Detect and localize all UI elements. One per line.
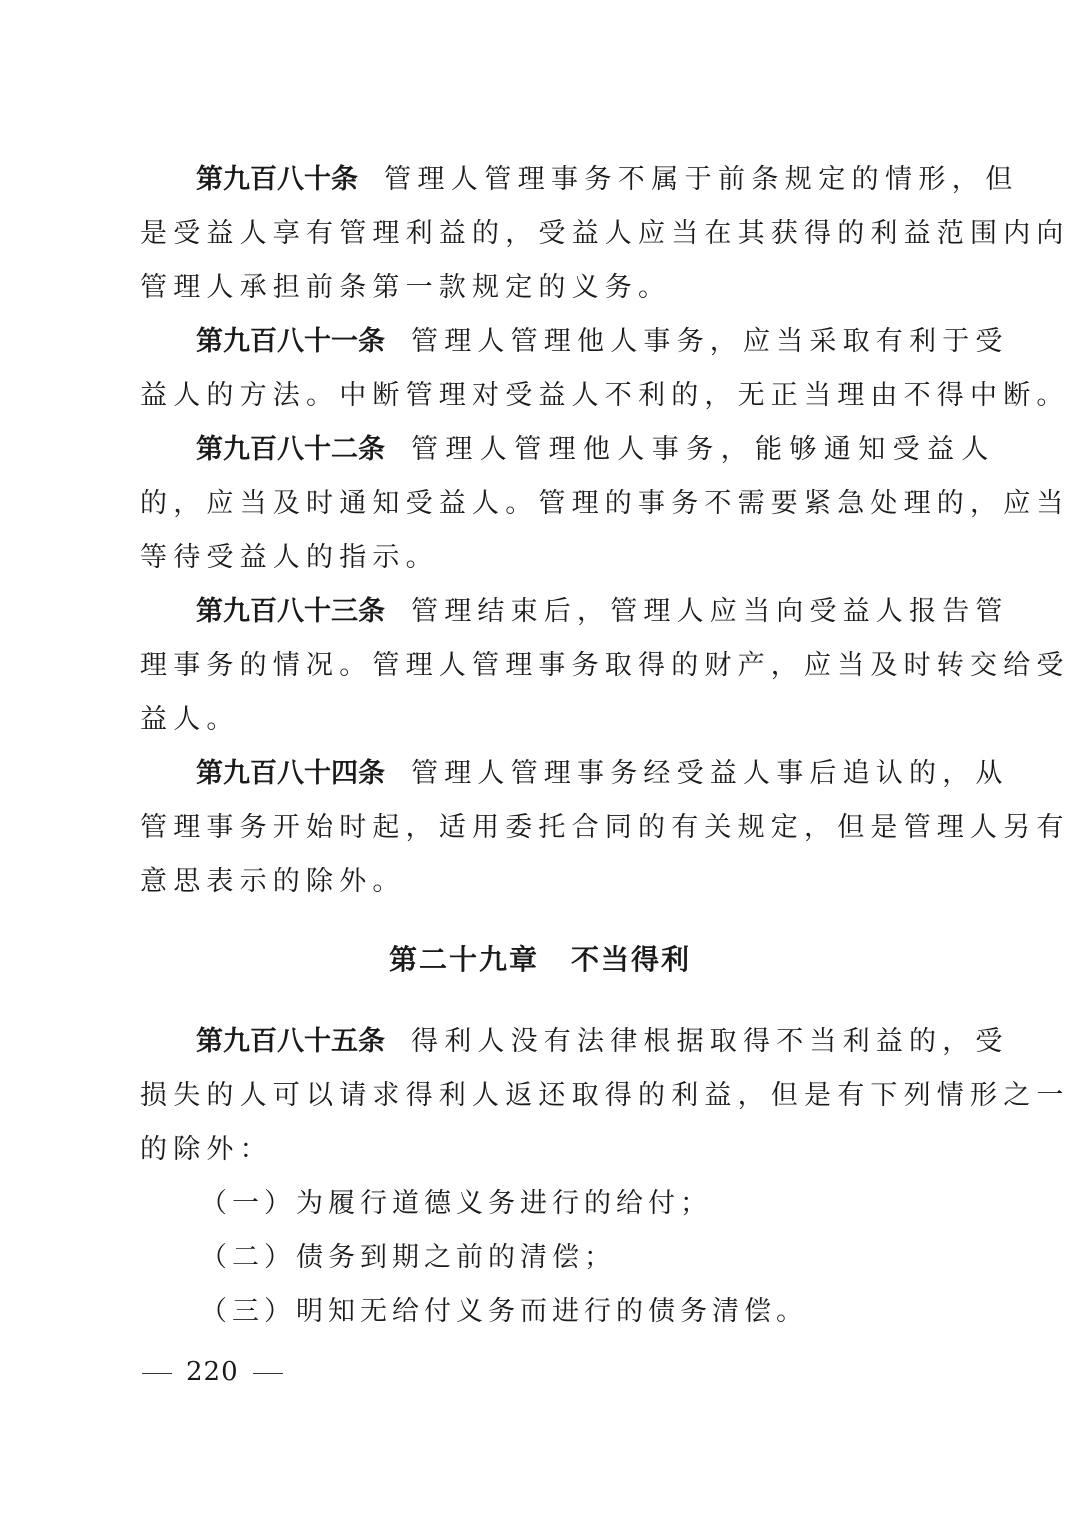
article-983-line-3: 益人。 bbox=[140, 704, 240, 735]
article-985-line-2: 损失的人可以请求得利人返还取得的利益，但是有下列情形之一 bbox=[140, 1080, 1070, 1111]
list-item: （一）为履行道德义务进行的给付； bbox=[200, 1188, 712, 1219]
page-number-value: 220 bbox=[186, 1357, 239, 1387]
article-981-line-1 bbox=[196, 322, 1009, 362]
page-number-dash-left bbox=[142, 1373, 172, 1374]
article-984-line-1 bbox=[196, 754, 1009, 794]
article-heading: 第九百八十五条 bbox=[196, 1026, 385, 1057]
chapter-number: 第二十九章 bbox=[388, 943, 539, 976]
article-text: 管理人管理他人事务，能够通知受益人 bbox=[411, 434, 996, 465]
article-text: 管理人管理他人事务，应当采取有利于受 bbox=[411, 326, 1009, 357]
article-984-line-2: 管理事务开始时起，适用委托合同的有关规定，但是管理人另有 bbox=[140, 812, 1070, 843]
article-985-line-3: 的除外： bbox=[140, 1134, 273, 1165]
list-item: （二）债务到期之前的清偿； bbox=[200, 1242, 616, 1273]
article-980-line-1 bbox=[196, 160, 1019, 200]
article-982-line-2: 的，应当及时通知受益人。管理的事务不需要紧急处理的，应当 bbox=[140, 488, 1070, 519]
article-985-line-1 bbox=[196, 1022, 1009, 1062]
page-number bbox=[128, 1352, 297, 1392]
article-984-line-3: 意思表示的除外。 bbox=[140, 866, 406, 897]
article-983-line-1 bbox=[196, 592, 1009, 632]
article-heading: 第九百八十一条 bbox=[196, 326, 385, 357]
article-heading: 第九百八十四条 bbox=[196, 758, 385, 789]
article-982-line-1 bbox=[196, 430, 996, 470]
article-heading: 第九百八十条 bbox=[196, 164, 358, 195]
article-980-line-2: 是受益人享有管理利益的，受益人应当在其获得的利益范围内向 bbox=[140, 218, 1070, 249]
article-983-line-2: 理事务的情况。管理人管理事务取得的财产，应当及时转交给受 bbox=[140, 650, 1070, 681]
article-981-line-2: 益人的方法。中断管理对受益人不利的，无正当理由不得中断。 bbox=[140, 380, 1070, 411]
article-text: 管理结束后，管理人应当向受益人报告管 bbox=[411, 596, 1009, 627]
article-text: 得利人没有法律根据取得不当利益的，受 bbox=[411, 1026, 1009, 1057]
list-item: （三）明知无给付义务而进行的债务清偿。 bbox=[200, 1296, 808, 1327]
article-heading: 第九百八十三条 bbox=[196, 596, 385, 627]
article-text: 管理人管理事务不属于前条规定的情形，但 bbox=[384, 164, 1019, 195]
chapter-title: 不当得利 bbox=[571, 943, 692, 976]
page-number-dash-right bbox=[253, 1373, 283, 1374]
chapter-heading bbox=[0, 940, 1080, 980]
article-982-line-3: 等待受益人的指示。 bbox=[140, 542, 439, 573]
article-text: 管理人管理事务经受益人事后追认的，从 bbox=[411, 758, 1009, 789]
article-980-line-3: 管理人承担前条第一款规定的义务。 bbox=[140, 272, 672, 303]
article-heading: 第九百八十二条 bbox=[196, 434, 385, 465]
